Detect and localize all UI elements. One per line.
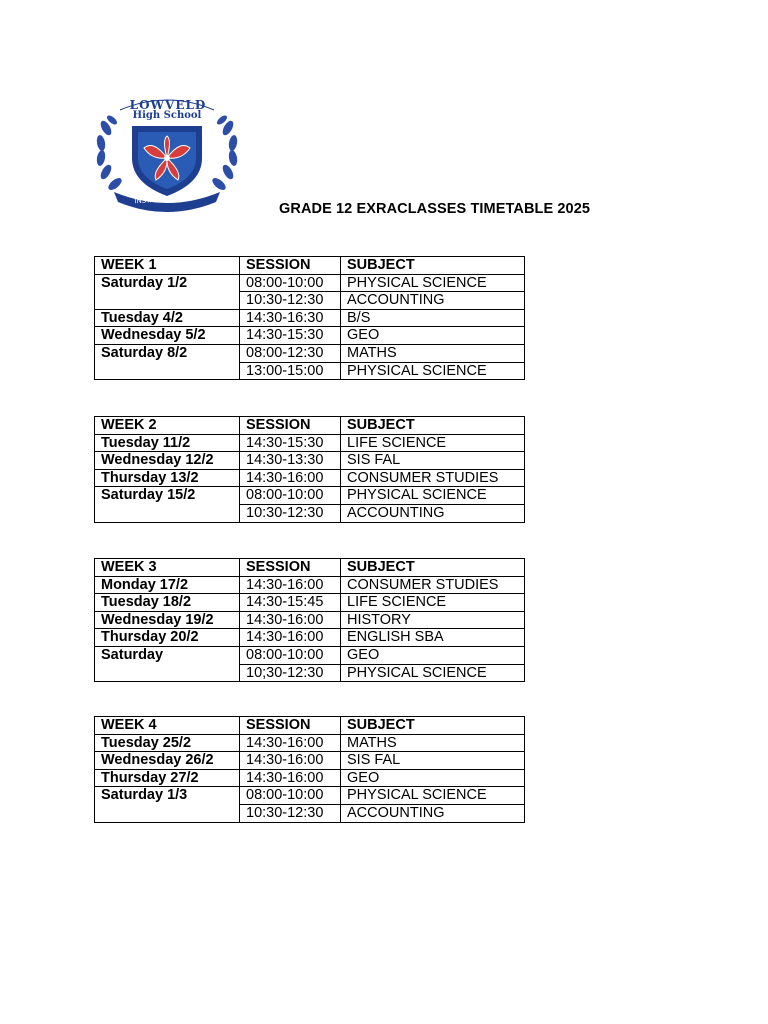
week-1-timetable (94, 256, 525, 380)
session-cell: 14:30-13:30 (240, 452, 341, 470)
session-header: SESSION (240, 257, 341, 275)
laurel-left-icon (96, 114, 124, 192)
table-row (95, 274, 525, 292)
subject-cell: SIS FAL (341, 752, 525, 770)
subject-header: SUBJECT (341, 417, 525, 435)
day-cell: Wednesday 12/2 (95, 452, 240, 470)
table-header-row (95, 717, 525, 735)
day-cell: Thursday 20/2 (95, 629, 240, 647)
table-row (95, 327, 525, 345)
session-cell: 14:30-16:00 (240, 469, 341, 487)
day-cell: Tuesday 4/2 (95, 309, 240, 327)
table-row (95, 576, 525, 594)
session-cell: 14:30-15:30 (240, 434, 341, 452)
logo-motto: INSTANDUM OPERI (134, 192, 200, 206)
subject-cell: CONSUMER STUDIES (341, 576, 525, 594)
subject-cell: GEO (341, 327, 525, 345)
session-header: SESSION (240, 717, 341, 735)
session-cell: 10:30-12:30 (240, 804, 341, 822)
logo-name-line1: LOWVELD (129, 98, 207, 112)
table-row (95, 452, 525, 470)
day-cell: Tuesday 25/2 (95, 734, 240, 752)
school-logo (92, 88, 242, 216)
day-cell: Tuesday 11/2 (95, 434, 240, 452)
session-cell: 14:30-16:30 (240, 309, 341, 327)
week-3-timetable (94, 558, 525, 682)
session-cell: 10;30-12:30 (240, 664, 341, 682)
day-cell: Wednesday 5/2 (95, 327, 240, 345)
subject-cell: MATHS (341, 734, 525, 752)
day-cell: Thursday 13/2 (95, 469, 240, 487)
session-header: SESSION (240, 417, 341, 435)
subject-cell: GEO (341, 769, 525, 787)
subject-cell: ACCOUNTING (341, 504, 525, 522)
session-cell: 14:30-15:30 (240, 327, 341, 345)
table-row (95, 646, 525, 664)
subject-cell: ACCOUNTING (341, 804, 525, 822)
table-row (95, 434, 525, 452)
table-header-row (95, 559, 525, 577)
logo-name-line2: High School (132, 110, 202, 121)
table-row (95, 487, 525, 505)
page-title: GRADE 12 EXRACLASSES TIMETABLE 2025 (279, 201, 591, 217)
table-row (95, 309, 525, 327)
subject-cell: PHYSICAL SCIENCE (341, 274, 525, 292)
subject-cell: SIS FAL (341, 452, 525, 470)
week-header: WEEK 4 (95, 717, 240, 735)
session-cell: 14:30-16:00 (240, 734, 341, 752)
session-cell: 14:30-16:00 (240, 769, 341, 787)
day-cell: Monday 17/2 (95, 576, 240, 594)
subject-cell: PHYSICAL SCIENCE (341, 487, 525, 505)
table-row (95, 629, 525, 647)
table-header-row (95, 417, 525, 435)
session-cell: 14:30-16:00 (240, 629, 341, 647)
week-4-timetable (94, 716, 525, 823)
table-row (95, 469, 525, 487)
table-row (95, 344, 525, 362)
day-cell: Saturday 8/2 (95, 344, 240, 379)
day-cell: Thursday 27/2 (95, 769, 240, 787)
week-header: WEEK 3 (95, 559, 240, 577)
subject-cell: LIFE SCIENCE (341, 434, 525, 452)
session-cell: 08:00-10:00 (240, 787, 341, 805)
table-row (95, 769, 525, 787)
subject-header: SUBJECT (341, 257, 525, 275)
table-row (95, 611, 525, 629)
week-2-timetable (94, 416, 525, 523)
subject-cell: PHYSICAL SCIENCE (341, 362, 525, 380)
session-cell: 14:30-16:00 (240, 576, 341, 594)
week-header: WEEK 1 (95, 257, 240, 275)
subject-header: SUBJECT (341, 559, 525, 577)
session-cell: 14:30-16:00 (240, 611, 341, 629)
session-cell: 14:30-15:45 (240, 594, 341, 612)
subject-cell: HISTORY (341, 611, 525, 629)
day-cell: Tuesday 18/2 (95, 594, 240, 612)
subject-cell: PHYSICAL SCIENCE (341, 787, 525, 805)
session-cell: 08:00-10:00 (240, 487, 341, 505)
session-cell: 14:30-16:00 (240, 752, 341, 770)
day-cell: Wednesday 19/2 (95, 611, 240, 629)
session-cell: 10:30-12:30 (240, 504, 341, 522)
subject-cell: CONSUMER STUDIES (341, 469, 525, 487)
table-row (95, 734, 525, 752)
subject-header: SUBJECT (341, 717, 525, 735)
day-cell: Wednesday 26/2 (95, 752, 240, 770)
session-cell: 08:00-10:00 (240, 646, 341, 664)
session-header: SESSION (240, 559, 341, 577)
week-header: WEEK 2 (95, 417, 240, 435)
table-header-row (95, 257, 525, 275)
subject-cell: ACCOUNTING (341, 292, 525, 310)
session-cell: 10:30-12:30 (240, 292, 341, 310)
table-row (95, 752, 525, 770)
session-cell: 08:00-12:30 (240, 344, 341, 362)
laurel-right-icon (210, 114, 238, 192)
subject-cell: PHYSICAL SCIENCE (341, 664, 525, 682)
table-row (95, 787, 525, 805)
day-cell: Saturday 1/3 (95, 787, 240, 822)
subject-cell: ENGLISH SBA (341, 629, 525, 647)
day-cell: Saturday 15/2 (95, 487, 240, 522)
day-cell: Saturday (95, 646, 240, 681)
subject-cell: GEO (341, 646, 525, 664)
session-cell: 13:00-15:00 (240, 362, 341, 380)
session-cell: 08:00-10:00 (240, 274, 341, 292)
subject-cell: LIFE SCIENCE (341, 594, 525, 612)
table-row (95, 594, 525, 612)
subject-cell: MATHS (341, 344, 525, 362)
subject-cell: B/S (341, 309, 525, 327)
day-cell: Saturday 1/2 (95, 274, 240, 309)
